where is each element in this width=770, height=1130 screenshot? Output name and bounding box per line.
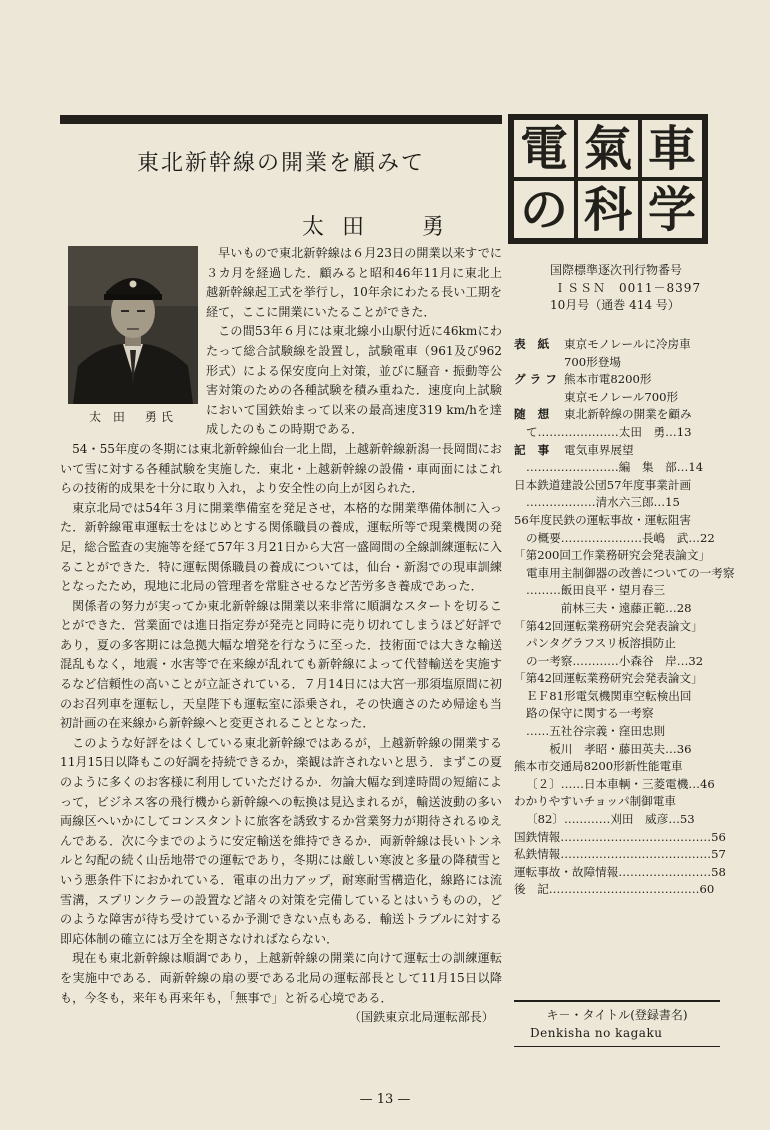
toc-label: 記 事 (514, 442, 554, 457)
masthead-char: 車 (642, 120, 702, 177)
toc-item: わかりやすいチョッパ制御電車 (514, 794, 676, 809)
toc-item: パンタグラフスリ板溶損防止 (526, 636, 676, 651)
toc-item: ………………清水六三郎…15 (526, 495, 680, 510)
toc-item: 「第42回運転業務研究会発表論文」 (514, 671, 703, 686)
title-rule (60, 115, 502, 124)
toc-item: の概要…………………長嶋 武…22 (526, 530, 715, 545)
key-title-rule-bottom (514, 1046, 720, 1047)
toc-item: 「第200回工作業務研究会発表論文」 (514, 548, 711, 563)
toc-item: 前林三夫・遠藤正範…28 (560, 600, 692, 615)
photo-caption: 太 田 勇氏 (89, 410, 177, 424)
masthead-char: 氣 (578, 120, 638, 177)
toc-item: 〔82〕…………刈田 威彦…53 (526, 812, 695, 827)
toc-item: 記 事 電気車界展望 (514, 442, 720, 460)
toc-item: 〔２〕……日本車輌・三菱電機…46 (526, 776, 715, 791)
toc-item: の一考察…………小森谷 岸…32 (526, 653, 704, 668)
paragraph: この間53年６月には東北線小山駅付近に46kmにわたって総合試験線を設置し，試験電車（961及び962形式）による保安度向上対策，並びに騒音・振動等公害対策のための各種試験を積み重ねた．速度向上試験において国鉄始まって以来の最高速度319 km/hを達成したのもこの時期である． (206, 324, 502, 437)
toc-item: 日本鉄道建設公団57年度事業計画 (514, 477, 692, 492)
key-title-rule (514, 1000, 720, 1002)
toc-item: 後 記…………………………………60 (514, 882, 715, 897)
toc-item: グラフ 熊本市電8200形 (514, 371, 720, 389)
paragraph: 54・55年度の冬期には東北新幹線仙台一北上間，上越新幹線新潟一長岡間において雪に対する各種試験を実施した．東北・上越新幹線の設備・車両面にはこれらの技術的成果を十分に取り入れ，より安全性の向上が図られた． (60, 441, 502, 496)
table-of-contents (514, 336, 735, 899)
toc-item: 熊本市交通局8200形新性能電車 (514, 759, 683, 774)
paragraph: 早いもので東北新幹線は６月23日の開業以来すでに３カ月を経過した．顧みると昭和46年11月に東北上越新幹線起工式を挙行し，10年余にわたる長い工期を経て，ここに開業にいたることができた． (206, 246, 502, 319)
essay-body (60, 244, 502, 1028)
toc-item: 表 紙 東京モノレールに冷房車 (514, 336, 720, 354)
toc-label: グラフ (514, 372, 561, 387)
issn-number: ＩＳＳＮ 0011－8397 (554, 280, 702, 295)
author-name: 太田 勇 (302, 215, 463, 240)
masthead-char: 科 (578, 181, 638, 238)
key-title-label: キ－・タイトル(登録書名) (546, 1008, 688, 1022)
masthead-char: 電 (514, 120, 574, 177)
author-affiliation: （国鉄東京北局運転部長） (348, 1010, 494, 1025)
paragraph: このような好評をはくしている東北新幹線ではあるが，上越新幹線の開業する11月15日以降もこの好調を持続できるか，楽観は許されないと思う．まずこの夏のように多くのお客様に利用していただけるか．勿論大幅な到達時間の短縮によって，ビジネス客の飛行機から新幹線への転換は見込まれるが，輸送波動の多い両線区へいかにしてコンスタントに旅客を誘致するか営業努力が期待されるゆえんである．次に今までのように安定輸送を維持できるか．両新幹線は長いトンネルと勾配の続く山岳地帯での運転であり，冬期には厳しい寒波と多量の降積雪という悪条件下におかれている．電車の出力アップ，耐寒耐雪構造化，線路には流雪溝，スプリンクラーの設置など諸々の対策を完備しているとはいうものの，どのような障害が待ち受けているか予測できない点もある．輸送トラブルに対する即応体制の確立には万全を期さなければならない． (60, 735, 502, 946)
toc-item: 56年度民鉄の運転事故・運転阻害 (514, 512, 692, 527)
toc-item: 電車用主制御器の改善についての一考察 (526, 565, 735, 580)
toc-item: 東京モノレール700形 (564, 389, 679, 404)
toc-item: 運転事故・故障情報……………………58 (514, 864, 726, 879)
toc-item: 700形登場 (564, 354, 621, 369)
toc-item: ＥＦ81形電気機関車空転検出回 (526, 688, 692, 703)
issue-number: 10月号（通巻 414 号） (550, 298, 680, 312)
key-title-value: Denkisha no kagaku (530, 1026, 663, 1040)
toc-item: ……五社谷宗義・窪田忠則 (526, 724, 666, 739)
toc-label: 随 想 (514, 407, 554, 422)
toc-item: 「第42回運転業務研究会発表論文」 (514, 618, 703, 633)
toc-label: 表 紙 (514, 337, 554, 351)
magazine-masthead (508, 114, 708, 244)
toc-item: ……………………編 集 部…14 (526, 460, 704, 475)
toc-item: 私鉄情報…………………………………57 (514, 847, 726, 862)
issn-block (514, 262, 710, 315)
toc-item: 板川 孝昭・藤田英夫…36 (549, 741, 692, 756)
paragraph: 現在も東北新幹線は順調であり，上越新幹線の開業に向けて運転士の訓練運転を実施中である．両新幹線の扇の要である北局の運転部長として11月15日以降も，今冬も，来年も再来年も，「無事で」と祈る心境である． (60, 951, 502, 1005)
toc-item: て…………………太田 勇…13 (526, 424, 692, 439)
toc-item: 国鉄情報…………………………………56 (514, 829, 726, 844)
paragraph: 関係者の努力が実ってか東北新幹線は開業以来非常に順調なスタートを切ることができた．営業面では進日指定券が発売と同時に売り切れてしまうほど好評であり，夏の多客期には急拠大幅な増発を行なうに至った．技術面では大きな輸送混乱もなく，地震・水害等で在来線が乱れても新幹線によって代替輸送を実施するなど信頼性の高いことが立証されている．７月14日には大宮一那須塩原間に初のお召列車を運転し，天皇陛下も運転室に添乗され，その快適さのため帰途も当初計画の在来線から新幹線へと変更されることとなった． (60, 598, 502, 731)
toc-item: 路の保守に関する一考察 (526, 706, 654, 721)
masthead-char: 学 (642, 181, 702, 238)
toc-item: 随 想 東北新幹線の開業を顧み (514, 406, 720, 424)
issn-title: 国際標準逐次刊行物番号 (550, 263, 683, 277)
paragraph: 東京北局では54年３月に開業準備室を発足させ，本格的な開業準備体制に入った．新幹線電車運転士をはじめとする関係職員の養成，運転所等で現業機関の発足，総合監査の実施等を経て57年３月21日から大宮一盛岡間の全線訓練運転に入ることができた．特に運転関係職員の養成については，仙台・新潟での現車訓練となったため，現地に北局の管理者を常駐させるなど苦労多き養成であった． (60, 500, 502, 594)
masthead-char: の (514, 181, 574, 238)
toc-item: ………飯田良平・望月春三 (526, 583, 666, 598)
page-number: — 13 — (359, 1092, 411, 1107)
essay-title: 東北新幹線の開業を顧みて (136, 151, 425, 176)
